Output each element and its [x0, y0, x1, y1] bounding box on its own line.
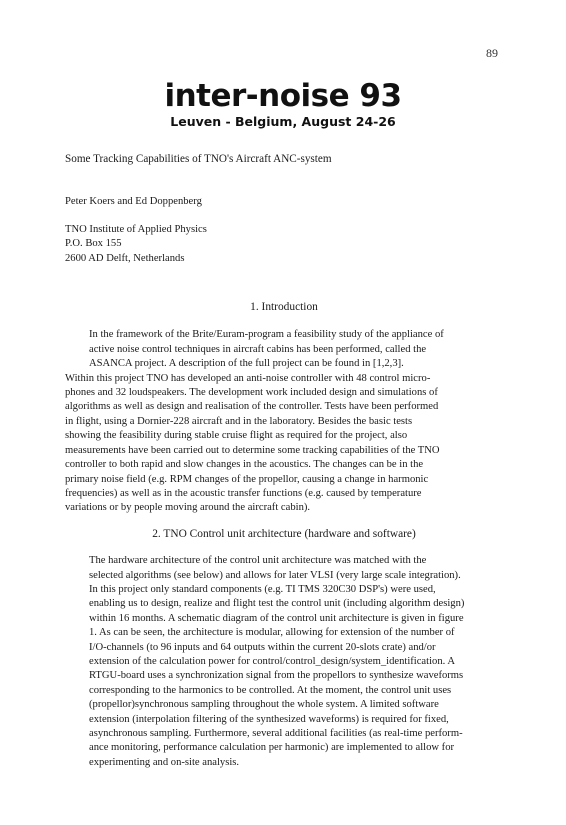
- text-line: extension (interpolation filtering of the synthesized waveforms) is required for fixed,: [89, 713, 449, 725]
- text-line: in flight, using a Dornier-228 aircraft and in the laboratory. Besides the basic tests: [65, 415, 413, 427]
- text-line: asynchronous sampling. Furthermore, several additional facilities (as real-time perform-: [89, 728, 463, 739]
- text-line: The hardware architecture of the control unit architecture was matched with the: [89, 555, 427, 567]
- text-line: RTGU-board uses a synchronization signal from the propellors to synthesize waveforms: [89, 670, 464, 682]
- conference-title: inter-noise 93: [164, 78, 402, 114]
- text-line: (propellor)synchronous sampling throughout the whole system. A limited software: [89, 699, 439, 711]
- text-line: ance monitoring, performance calculation per harmonic) are implemented to allow for: [89, 742, 455, 754]
- text-line: I/O-channels (to 96 inputs and 64 outputs within the current 20-slots crate) and/or: [89, 641, 436, 653]
- text-line: algorithms as well as design and realisation of the controller. Tests have been performed: [65, 401, 439, 413]
- paragraph: [65, 328, 503, 371]
- text-line: controller to both rapid and slow changes in the acoustics. The changes can be in the: [65, 459, 424, 471]
- text-line: within 16 months. A schematic diagram of the control unit architecture is given in figure: [89, 612, 464, 624]
- text-line: ASANCA project. A description of the full project can be found in [1,2,3].: [89, 358, 404, 370]
- section-heading-introduction: 1. Introduction: [250, 301, 318, 314]
- page-number: 89: [486, 46, 498, 60]
- text-line: 1. As can be seen, the architecture is modular, allowing for extension of the number of: [89, 627, 455, 639]
- text-line: selected algorithms (see below) and allows for later VLSI (very large scale integration).: [89, 569, 461, 581]
- paper-title: Some Tracking Capabilities of TNO's Aircraft ANC-system: [65, 153, 332, 165]
- affiliation-line: TNO Institute of Applied Physics: [65, 223, 207, 235]
- text-line: active noise control techniques in aircraft cabins has been performed, called the: [89, 343, 427, 355]
- text-line: In this project only standard components (e.g. TI TMS 320C30 DSP's) were used,: [89, 583, 436, 595]
- text-line: showing the feasibility during stable cruise flight as required for the project, also: [65, 430, 408, 442]
- affiliation-line: P.O. Box 155: [65, 238, 122, 250]
- text-line: corresponding to the harmonics to be controlled. At the moment, the control unit uses: [89, 684, 452, 696]
- text-line: phones and 32 loudspeakers. The development work included design and simulations of: [65, 387, 438, 399]
- paper-body: [65, 152, 503, 770]
- affiliation-line: 2600 AD Delft, Netherlands: [65, 252, 185, 264]
- affiliation-block: [65, 223, 503, 266]
- text-line: In the framework of the Brite/Euram-program a feasibility study of the appliance of: [89, 329, 444, 341]
- paragraph: [65, 554, 503, 770]
- section-heading-architecture: 2. TNO Control unit architecture (hardware and software): [152, 527, 416, 540]
- text-line: frequencies) as well as in the acoustic transfer functions (e.g. caused by temperature: [65, 487, 422, 499]
- text-line: measurements have been carried out to determine some tracking capabilities of the TNO: [65, 444, 440, 456]
- paragraph: [65, 372, 503, 516]
- text-line: extension of the calculation power for control/control_design/system_identification. A: [89, 655, 455, 667]
- text-line: experimenting and on-site analysis.: [89, 756, 240, 768]
- text-line: enabling us to design, realize and flight test the control unit (including algorithm design): [89, 598, 465, 610]
- text-line: primary noise field (e.g. RPM changes of the propellor, causing a change in harmonic: [65, 473, 429, 485]
- conference-subtitle: Leuven - Belgium, August 24-26: [170, 114, 396, 129]
- text-line: variations or by people moving around the aircraft cabin).: [65, 502, 311, 514]
- text-line: Within this project TNO has developed an anti-noise controller with 48 control micro-: [65, 372, 431, 384]
- conference-header: [0, 80, 566, 129]
- author-list: Peter Koers and Ed Doppenberg: [65, 196, 202, 208]
